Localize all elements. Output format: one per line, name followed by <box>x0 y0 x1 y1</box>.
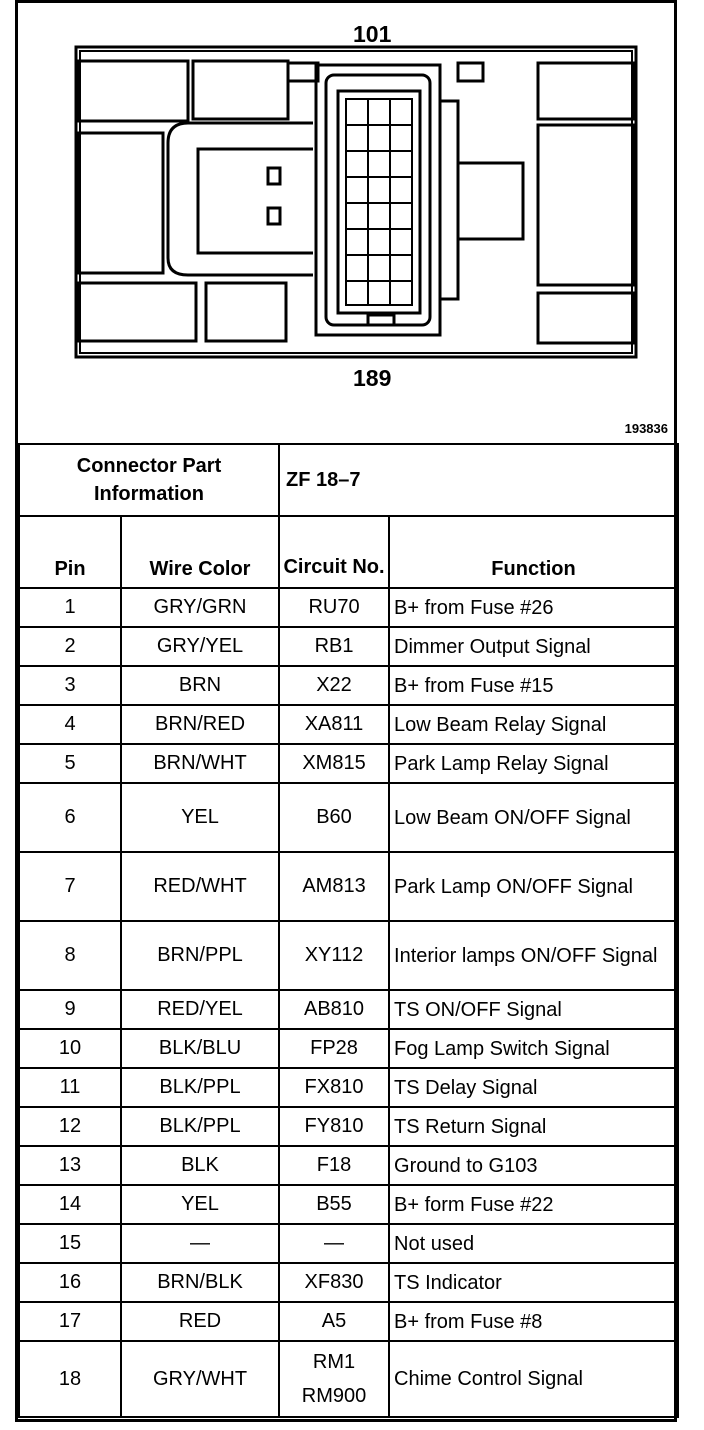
pin-cell: 7 <box>19 852 121 921</box>
table-row <box>19 921 678 990</box>
wire-color-cell: RED/WHT <box>121 852 279 921</box>
circuit-cell: AB810 <box>279 990 389 1029</box>
function-cell: TS Indicator <box>389 1263 678 1302</box>
pin-cell: 15 <box>19 1224 121 1263</box>
pin-cell: 6 <box>19 783 121 852</box>
function-cell: Fog Lamp Switch Signal <box>389 1029 678 1068</box>
circuit-cell: RU70 <box>279 588 389 627</box>
wire-color-cell: RED/YEL <box>121 990 279 1029</box>
function-cell: Not used <box>389 1224 678 1263</box>
pin-cell: 2 <box>19 627 121 666</box>
function-cell: Low Beam ON/OFF Signal <box>389 783 678 852</box>
pin-cell: 13 <box>19 1146 121 1185</box>
table-row <box>19 1107 678 1146</box>
table-row <box>19 1185 678 1224</box>
circuit-cell: B60 <box>279 783 389 852</box>
table-row <box>19 1263 678 1302</box>
function-cell: Dimmer Output Signal <box>389 627 678 666</box>
circuit-cell: XM815 <box>279 744 389 783</box>
table-row <box>19 990 678 1029</box>
function-cell: Park Lamp Relay Signal <box>389 744 678 783</box>
connector-sheet <box>15 0 677 1422</box>
pin-label-bottom: 189 <box>353 365 392 391</box>
wire-color-cell: BLK/PPL <box>121 1068 279 1107</box>
header-wire-color: Wire Color <box>121 516 279 588</box>
pin-cell: 16 <box>19 1263 121 1302</box>
function-cell: B+ from Fuse #26 <box>389 588 678 627</box>
function-cell: B+ from Fuse #15 <box>389 666 678 705</box>
header-circuit-no: Circuit No. <box>279 516 389 588</box>
function-cell: TS Return Signal <box>389 1107 678 1146</box>
circuit-cell: FX810 <box>279 1068 389 1107</box>
circuit-cell: XF830 <box>279 1263 389 1302</box>
circuit-cell: RB1 <box>279 627 389 666</box>
circuit-cell: FP28 <box>279 1029 389 1068</box>
table-row <box>19 1068 678 1107</box>
wire-color-cell: BLK/PPL <box>121 1107 279 1146</box>
circuit-cell: — <box>279 1224 389 1263</box>
part-info-label: Connector Part Information <box>19 444 279 516</box>
table-row <box>19 588 678 627</box>
circuit-cell: XA811 <box>279 705 389 744</box>
function-cell: Low Beam Relay Signal <box>389 705 678 744</box>
circuit-cell: RM1 RM900 <box>279 1341 389 1417</box>
circuit-cell: A5 <box>279 1302 389 1341</box>
pin-cell: 17 <box>19 1302 121 1341</box>
wire-color-cell: YEL <box>121 783 279 852</box>
wire-color-cell: YEL <box>121 1185 279 1224</box>
pin-cell: 10 <box>19 1029 121 1068</box>
header-pin: Pin <box>19 516 121 588</box>
circuit-cell: F18 <box>279 1146 389 1185</box>
table-row <box>19 1341 678 1417</box>
wire-color-cell: BRN/PPL <box>121 921 279 990</box>
table-row <box>19 1302 678 1341</box>
wire-color-cell: GRY/GRN <box>121 588 279 627</box>
table-row <box>19 1224 678 1263</box>
function-cell: B+ from Fuse #8 <box>389 1302 678 1341</box>
table-row <box>19 783 678 852</box>
table-row <box>19 852 678 921</box>
function-cell: Interior lamps ON/OFF Signal <box>389 921 678 990</box>
function-cell: Chime Control Signal <box>389 1341 678 1417</box>
circuit-cell: X22 <box>279 666 389 705</box>
pin-cell: 11 <box>19 1068 121 1107</box>
pin-cell: 1 <box>19 588 121 627</box>
circuit-cell: XY112 <box>279 921 389 990</box>
pin-cell: 18 <box>19 1341 121 1417</box>
connector-info-row <box>19 444 678 516</box>
pin-cell: 12 <box>19 1107 121 1146</box>
table-row <box>19 1146 678 1185</box>
figure-number: 193836 <box>624 421 668 436</box>
circuit-cell: AM813 <box>279 852 389 921</box>
table-row <box>19 666 678 705</box>
connector-diagram <box>18 3 674 443</box>
header-function: Function <box>389 516 678 588</box>
pin-cell: 14 <box>19 1185 121 1224</box>
function-cell: TS Delay Signal <box>389 1068 678 1107</box>
part-number: ZF 18–7 <box>279 444 678 516</box>
function-cell: Ground to G103 <box>389 1146 678 1185</box>
function-cell: Park Lamp ON/OFF Signal <box>389 852 678 921</box>
pin-cell: 9 <box>19 990 121 1029</box>
table-row <box>19 627 678 666</box>
pin-cell: 8 <box>19 921 121 990</box>
connector-face-drawing <box>18 3 674 443</box>
pin-cell: 3 <box>19 666 121 705</box>
wire-color-cell: BRN/BLK <box>121 1263 279 1302</box>
pin-cell: 4 <box>19 705 121 744</box>
table-row <box>19 705 678 744</box>
wire-color-cell: BLK <box>121 1146 279 1185</box>
wire-color-cell: — <box>121 1224 279 1263</box>
circuit-cell: FY810 <box>279 1107 389 1146</box>
table-row <box>19 744 678 783</box>
wire-color-cell: BLK/BLU <box>121 1029 279 1068</box>
pinout-table <box>18 443 679 1418</box>
wire-color-cell: RED <box>121 1302 279 1341</box>
pin-cell: 5 <box>19 744 121 783</box>
wire-color-cell: BRN/WHT <box>121 744 279 783</box>
function-cell: B+ form Fuse #22 <box>389 1185 678 1224</box>
wire-color-cell: GRY/WHT <box>121 1341 279 1417</box>
table-row <box>19 1029 678 1068</box>
header-row <box>19 516 678 588</box>
wire-color-cell: BRN/RED <box>121 705 279 744</box>
circuit-cell: B55 <box>279 1185 389 1224</box>
wire-color-cell: BRN <box>121 666 279 705</box>
wire-color-cell: GRY/YEL <box>121 627 279 666</box>
pin-label-top: 101 <box>353 21 392 47</box>
function-cell: TS ON/OFF Signal <box>389 990 678 1029</box>
